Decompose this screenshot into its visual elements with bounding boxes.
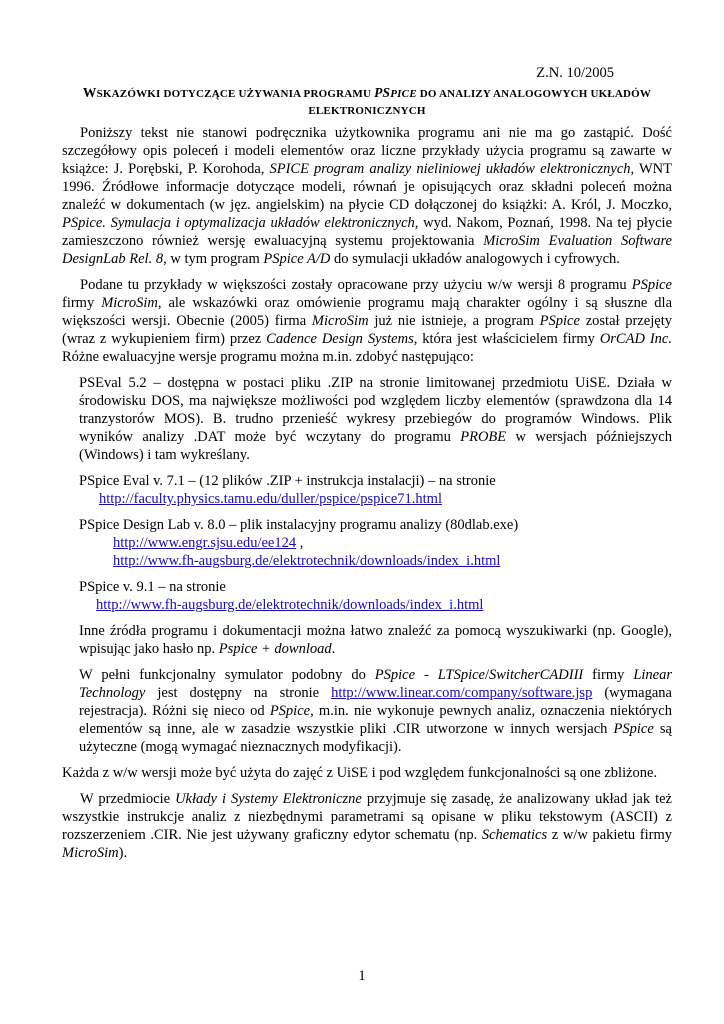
versions-paragraph [62,276,672,366]
sjsu-link[interactable]: http://www.engr.sjsu.edu/ee124 [113,535,297,551]
company-name: Cadence Design Systems [266,331,414,347]
text: / [484,667,490,683]
book-title: SPICE program analizy nieliniowej układów elektronicznych [269,161,631,177]
text: PSpice v. 9.1 – na stronie [79,579,226,595]
text: , wyd. Nakom, Poznań, 1998. Na tej płycie zamieszczono również wersję ewaluacyjną systemu projektowania [62,215,673,249]
document-page [62,64,672,862]
software-name: PSpice [613,721,654,737]
course-paragraph [62,790,672,862]
title-text: SKAZÓWKI DOTYCZĄCE UŻYWANIA PROGRAMU [96,88,375,100]
version-item-pspice91 [79,578,672,614]
text: ). [118,845,128,861]
text: , m.in. nie wykonuje pewnych analiz, oznaczenia niektórych elementów są inne, ale w zasadzie wszystkie pliki .CIR utworzone w innych wersjach [79,703,672,737]
title-program-initial: PS [374,85,391,100]
software-name: MicroSim Evaluation Software DesignLab Rel. 8 [62,233,672,267]
text: , w tym program [163,251,264,267]
software-name: LTSpice [437,667,485,683]
other-sources-item [79,622,672,658]
ltspice-item [79,666,672,756]
software-name: PSpice [269,703,311,719]
text: PSEval 5.2 – dostępna w postaci pliku .ZIP na stronie limitowanej przedmiotu UiSE. Działa w środowisku DOS, ma największe możliwości pod względem liczby elementów (sprawdzona dla 14 tranzystorów MOS). B. trudno przenieść wykresy przebiegów do programów Windows. Plik wyników analizy .DAT może być wczytany do programu [79,375,672,445]
document-number: Z.N. 10/2005 [536,65,614,81]
text: PSpice Design Lab v. 8.0 – plik instalacyjny programu analizy (80dlab.exe) [79,517,519,533]
text: jest dostępny na stronie [145,685,332,701]
version-item-pseval52 [79,374,672,464]
title-line2: ELEKTRONICZNYCH [308,105,426,117]
search-phrase: Pspice + download [218,641,332,657]
software-name: Schematics [481,827,548,843]
text: firmy [62,295,102,311]
text: do symulacji układów analogowych i cyfrowych. [330,251,620,267]
software-name: PSpice [631,277,672,293]
company-name: MicroSim [101,295,158,311]
text: . [331,641,336,657]
text: są użyteczne (mogą wymagać nieznacznych modyfikacji). [79,721,672,755]
fh-augsburg-link-2[interactable]: http://www.fh-augsburg.de/elektrotechnik/downloads/index_i.html [96,597,484,613]
text: Inne źródła programu i dokumentacji można łatwo znaleźć za pomocą wyszukiwarki (np. Google), wpisując jako hasło np. [79,623,672,657]
text: przyjmuje się zasadę, że analizowany układ jak też wszystkie instrukcje analiz z niezbędnymi parametrami są opisane w pliku tekstowym (ASCII) z rozszerzeniem .CIR. Nie jest używany graficzny edytor schematu (np. [62,791,672,843]
text: w wersjach późniejszych (Windows) i tam wykreślany. [79,429,672,463]
text: , ale wskazówki oraz omówienie programu mają charakter ogólny i są słuszne dla większości wersji. Obecnie (2005) firma [62,295,673,329]
pspice71-link[interactable]: http://faculty.physics.tamu.edu/duller/pspice/pspice71.html [99,491,442,507]
page-number: 1 [358,968,366,984]
text: , WNT 1996. Źródłowe informacje dotyczące modeli, równań je opisujących oraz składni poleceń można znaleźć w dokumentach (w jęz. angielskim) na płycie CD dołączonej do książki: A. Król, J. Moczko, [62,161,672,213]
version-item-pspice71 [79,472,672,508]
software-name: PROBE [460,429,507,445]
text: z w/w pakietu firmy [547,827,672,843]
software-name: PSpice [374,667,416,683]
software-name: SwitcherCADIII [489,667,584,683]
text: (wymagana rejestracja). Różni się nieco od [79,685,672,719]
title-initial: W [82,85,97,100]
course-name: Układy i Systemy Elektroniczne [175,791,362,807]
text: W przedmiocie [80,791,176,807]
text: W pełni funkcjonalny symulator podobny do [79,667,375,683]
versions-summary: Każda z w/w wersji może być użyta do zajęć z UiSE i pod względem funkcjonalności są one zbliżone. [62,765,658,781]
title-program-rest: PICE [390,88,417,100]
version-item-designlab80 [79,516,672,570]
document-title [62,84,672,120]
text: firmy [583,667,634,683]
fh-augsburg-link[interactable]: http://www.fh-augsburg.de/elektrotechnik/downloads/index_i.html [113,553,501,569]
company-name: Linear Technology [79,667,672,701]
book-title: PSpice. Symulacja i optymalizacja układów elektronicznych [62,215,415,231]
separator: , [296,535,304,551]
software-name: PSpice A/D [263,251,331,267]
text: - [415,667,438,683]
company-name: OrCAD Inc. [599,331,672,347]
text: Podane tu przykłady w większości zostały opracowane przy użyciu w/w wersji 8 programu [80,277,632,293]
text: Różne ewaluacyjne wersje programu można m.in. zdobyć następująco: [62,349,474,365]
text: już nie istnieje, a program [368,313,540,329]
text: PSpice Eval v. 7.1 – (12 plików .ZIP + instrukcja instalacji) – na stronie [79,473,496,489]
company-name: MicroSim [311,313,369,329]
text: został przejęty (wraz z wykupieniem firm) przez [62,313,672,347]
text: , która jest właścicielem firmy [413,331,600,347]
text: Poniższy tekst nie stanowi podręcznika użytkownika programu ani nie ma go zastąpić. Dość szczegółowy opis poleceń i modeli elementów oraz liczne przykłady użycia programu są zawarte w książce: J. Porębski, P. Korohoda, [62,125,672,177]
title-text-end: DO ANALIZY ANALOGOWYCH UKŁADÓW [416,88,652,100]
intro-paragraph [62,124,672,268]
company-name: MicroSim [62,845,119,861]
linear-link[interactable]: http://www.linear.com/company/software.jsp [331,685,593,701]
software-name: PSpice [539,313,580,329]
